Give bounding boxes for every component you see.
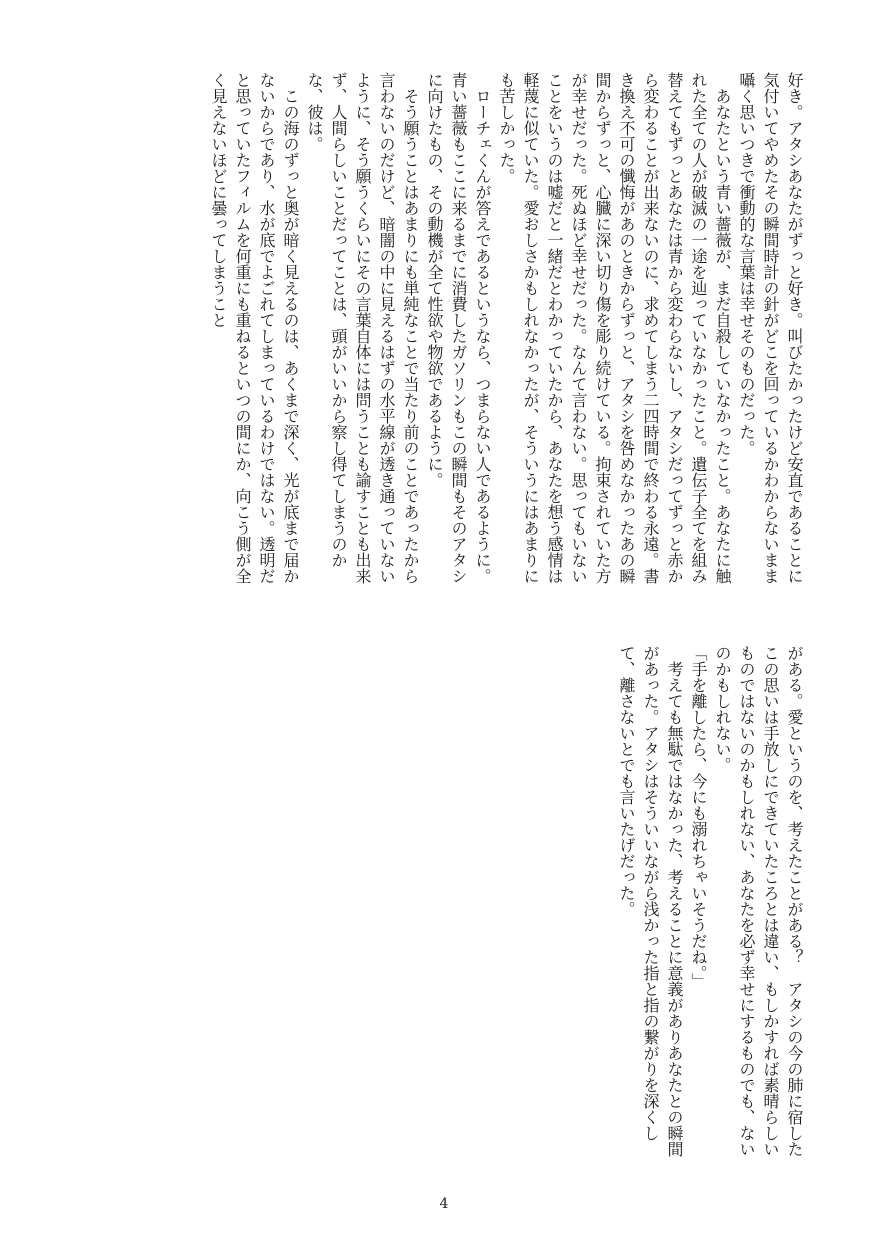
paragraph: あなたという青い薔薇が、まだ自殺していなかったこと。あなたに触れた全ての人が破滅の一途を辿っていなかったこと。遺伝子全てを組み替えてもずっとあなたは青から変わらないし、アタシだってずっと赤から変わることが出来ないのに、求めてしまう二四時間で終わる永遠。書き換え不可の懺悔があのときからずっと、アタシを咎めなかったあの瞬間からずっと、心臓に深い切り傷を彫り続けている。拘束されていた方が幸せだった。死ぬほど幸せだった。なんて言わない。思ってもいないことをいうのは嘘だと一緒だとわかっていたから、あなたを想う感情は軽蔑に似ていた。愛おしさかもしれなかったが、そういうにはあまりにも苦しかった。 [497, 72, 732, 584]
paragraph: 好き。アタシあなたがずっと好き。叫びたかったけど安直であることに気付いてやめたその瞬間時計の針がどこを回っているかわからないまま囁く思いつきで衝動的な言葉は幸せそのものだった。 [737, 72, 804, 584]
page-number: 4 [439, 1196, 449, 1212]
upper-text-block [70, 72, 806, 595]
paragraph: そう願うことはあまりにも単純なことで当たり前のことであったから言わないのだけど、暗闇の中に見えるはずの水平線が透き通っていないように、そう願うくらいにその言葉自体には問うことも諭すことも出来ず、人間らしいことだってことは、頭がいいから察し得てしまうのかな、彼は。 [305, 72, 420, 584]
paragraph: ローチェくんが答えであるというなら、つまらない人であるように。青い薔薇もここに来るまでに消費したガソリンもこの瞬間もそのアタシに向けたもの、その動機が全て性欲や物欲であるように。 [425, 72, 492, 584]
paragraph: この海のずっと奥が暗く見えるのは、あくまで深く、光が底まで届かないからであり、水が底でよごれてしまっているわけではない。透明だと思っていたフィルムを何重にも重ねるといつの間にか、向こう側が全く見えないほどに曇ってしまうこと [209, 72, 300, 584]
paragraph: 考えても無駄ではなかった、考えることに意義がありあなたとの瞬間があった。アタシはそういいながら浅かった指と指の繋がりを深くして、離さないとでも言いたげだった。 [617, 645, 684, 1157]
lower-text-block [606, 645, 806, 1168]
dialogue-line: 「手を離したら、今にも溺れちゃいそうだね。」 [689, 645, 708, 989]
paragraph: がある。愛というのを、考えたことがある？ アタシの今の肺に宿したこの思いは手放しにできていたころとは違い、もしかすれば素晴らしいものではないのかもしれない、あなたを必ず幸せにするものでも、ないのかもしれない。 [713, 645, 804, 1157]
